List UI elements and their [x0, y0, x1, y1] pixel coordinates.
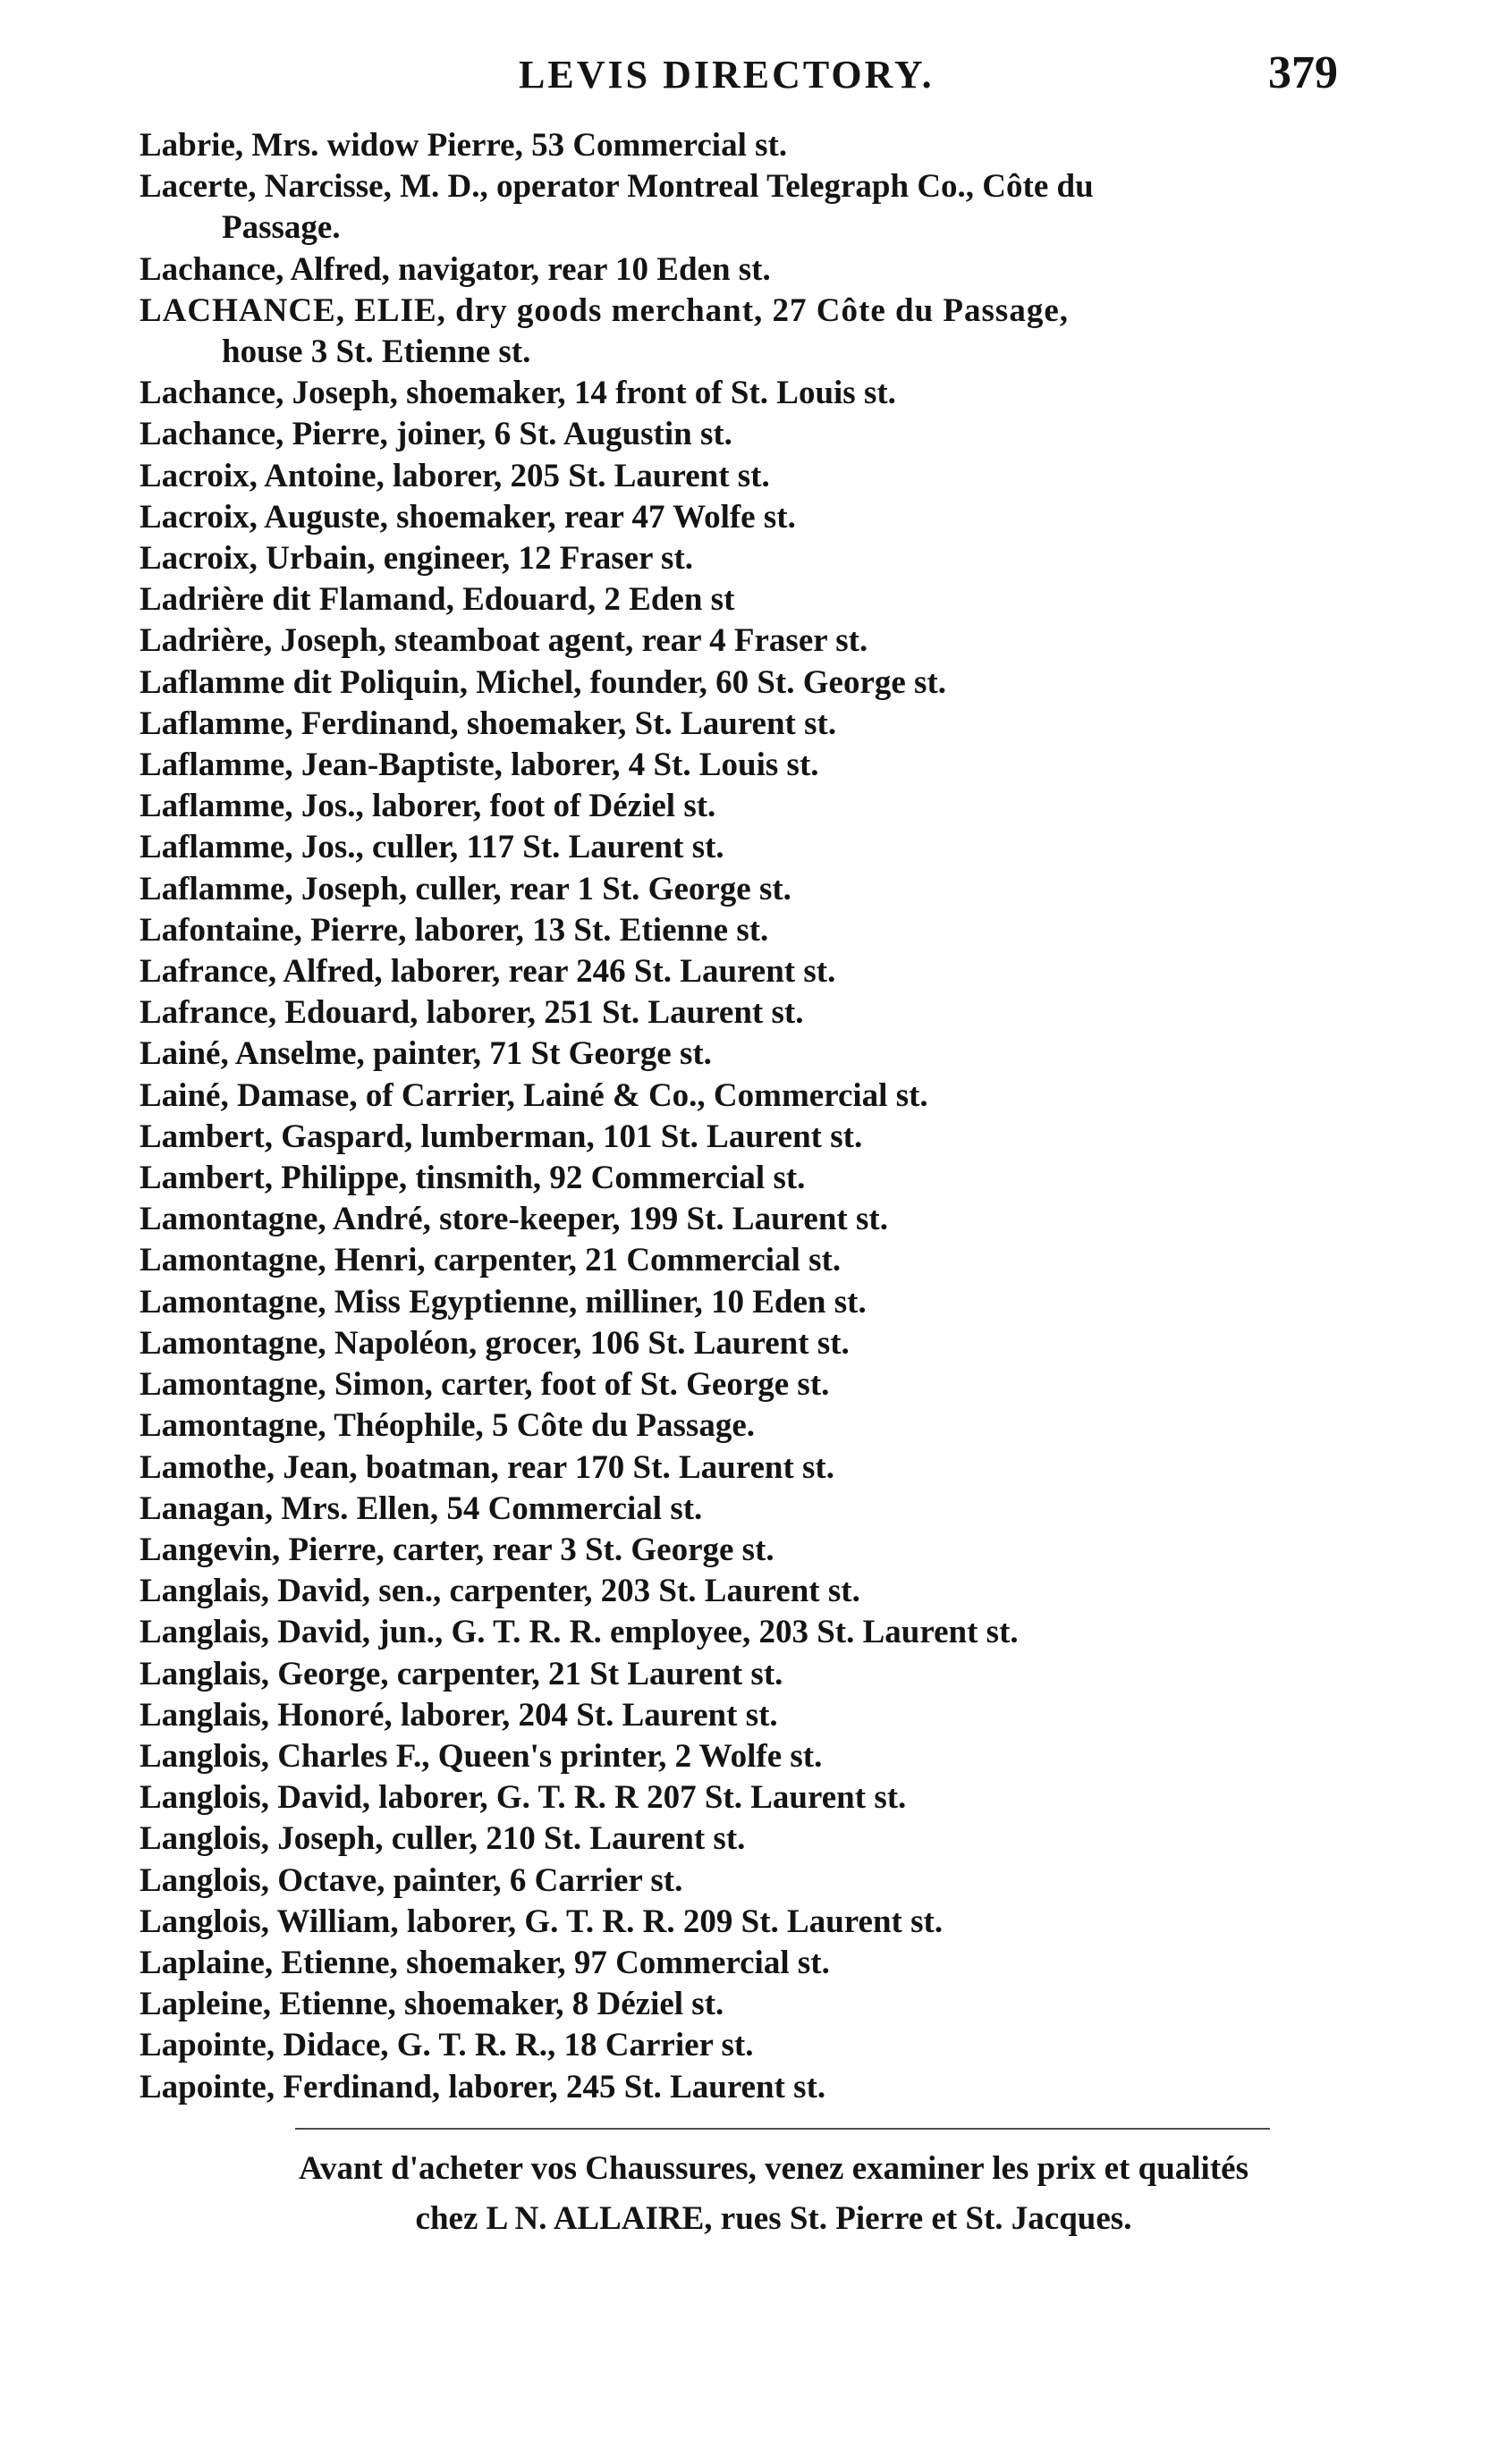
directory-entry: Langlais, David, sen., carpenter, 203 St. Laurent st.: [140, 1573, 860, 1610]
directory-entry: Langevin, Pierre, carter, rear 3 St. George st.: [140, 1531, 774, 1568]
directory-entry: Lacroix, Auguste, shoemaker, rear 47 Wolfe st.: [140, 498, 796, 536]
advertisement: [134, 2144, 1413, 2244]
directory-entry: Lamothe, Jean, boatman, rear 170 St. Laurent st.: [140, 1448, 834, 1486]
directory-entry: Lamontagne, Henri, carpenter, 21 Commercial st.: [140, 1242, 842, 1279]
directory-entry: Lacroix, Antoine, laborer, 205 St. Laurent st.: [140, 457, 770, 494]
directory-entry: Langlois, David, laborer, G. T. R. R 207 St. Laurent st.: [140, 1779, 907, 1817]
directory-entry: LACHANCE, ELIE, dry goods merchant, 27 Côte du Passage,: [140, 291, 1069, 329]
directory-entry: Lainé, Damase, of Carrier, Lainé & Co., Commercial st.: [140, 1076, 928, 1114]
page-number: 379: [1268, 47, 1338, 98]
directory-entry: Lanagan, Mrs. Ellen, 54 Commercial st.: [140, 1489, 703, 1527]
directory-entries: [140, 125, 1409, 2108]
directory-entry: Lafrance, Edouard, laborer, 251 St. Laurent st.: [140, 994, 804, 1032]
directory-entry: Lafrance, Alfred, laborer, rear 246 St. Laurent st.: [140, 953, 836, 991]
directory-entry: Lambert, Philippe, tinsmith, 92 Commercial st.: [140, 1160, 806, 1197]
directory-entry: Lamontagne, Miss Egyptienne, milliner, 10 Eden st.: [140, 1283, 867, 1321]
directory-entry: Lacerte, Narcisse, M. D., operator Montreal Telegraph Co., Côte du: [140, 168, 1094, 206]
directory-entry: Langlois, Charles F., Queen's printer, 2 Wolfe st.: [140, 1737, 823, 1775]
directory-entry: Langlois, Octave, painter, 6 Carrier st.: [140, 1861, 683, 1899]
directory-entry: Lapointe, Didace, G. T. R. R., 18 Carrier st.: [140, 2027, 754, 2064]
directory-entry: Lainé, Anselme, painter, 71 St George st.: [140, 1035, 712, 1073]
directory-entry: Langlais, Honoré, laborer, 204 St. Laurent st.: [140, 1696, 778, 1734]
directory-entry: Lambert, Gaspard, lumberman, 101 St. Laurent st.: [140, 1118, 863, 1155]
advertisement-line-2: chez L N. ALLAIRE, rues St. Pierre et St. Jacques.: [415, 2200, 1132, 2237]
directory-entry: Lapointe, Ferdinand, laborer, 245 St. Laurent st.: [140, 2068, 826, 2105]
directory-entry: Laflamme, Jos., culler, 117 St. Laurent st.: [140, 829, 724, 866]
directory-entry: Langlais, David, jun., G. T. R. R. employee, 203 St. Laurent st.: [140, 1614, 1019, 1651]
divider-rule: [295, 2128, 1270, 2130]
directory-entry: Lamontagne, André, store-keeper, 199 St. Laurent st.: [140, 1201, 888, 1238]
directory-entry: Laflamme, Jean-Baptiste, laborer, 4 St. Louis st.: [140, 747, 819, 784]
directory-entry: Lapleine, Etienne, shoemaker, 8 Déziel st.: [140, 1986, 724, 2023]
page-header: [0, 41, 1498, 113]
directory-entry: Ladrière dit Flamand, Edouard, 2 Eden st: [140, 581, 735, 619]
advertisement-line-1: Avant d'acheter vos Chaussures, venez examiner les prix et qualités: [299, 2150, 1248, 2187]
directory-entry-continuation: Passage.: [222, 209, 341, 247]
directory-entry: Langlois, Joseph, culler, 210 St. Laurent st.: [140, 1820, 746, 1858]
directory-entry: Lachance, Joseph, shoemaker, 14 front of St. Louis st.: [140, 375, 896, 412]
directory-entry: Ladrière, Joseph, steamboat agent, rear 4 Fraser st.: [140, 622, 868, 660]
directory-entry: Laflamme, Ferdinand, shoemaker, St. Laurent st.: [140, 705, 837, 742]
directory-entry: Langlois, William, laborer, G. T. R. R. 209 St. Laurent st.: [140, 1903, 944, 1940]
directory-entry: Langlais, George, carpenter, 21 St Laurent st.: [140, 1655, 783, 1692]
directory-entry: Lafontaine, Pierre, laborer, 13 St. Etienne st.: [140, 911, 769, 949]
directory-entry: Labrie, Mrs. widow Pierre, 53 Commercial st.: [140, 127, 788, 164]
directory-entry: Lacroix, Urbain, engineer, 12 Fraser st.: [140, 540, 694, 578]
directory-entry: Lamontagne, Napoléon, grocer, 106 St. Laurent st.: [140, 1324, 850, 1362]
directory-entry: Laflamme, Joseph, culler, rear 1 St. George st.: [140, 870, 791, 907]
directory-entry: Laplaine, Etienne, shoemaker, 97 Commercial st.: [140, 1944, 830, 1981]
directory-entry: Lachance, Pierre, joiner, 6 St. Augustin st.: [140, 416, 732, 453]
directory-entry: Lamontagne, Simon, carter, foot of St. George st.: [140, 1366, 830, 1404]
directory-entry: Lachance, Alfred, navigator, rear 10 Eden st.: [140, 250, 771, 288]
directory-entry: Laflamme dit Poliquin, Michel, founder, 60 St. George st.: [140, 663, 947, 701]
directory-entry: Lamontagne, Théophile, 5 Côte du Passage.: [140, 1407, 755, 1445]
directory-entry-continuation: house 3 St. Etienne st.: [222, 333, 531, 371]
running-title: LEVIS DIRECTORY.: [519, 53, 935, 97]
directory-entry: Laflamme, Jos., laborer, foot of Déziel st.: [140, 788, 716, 825]
